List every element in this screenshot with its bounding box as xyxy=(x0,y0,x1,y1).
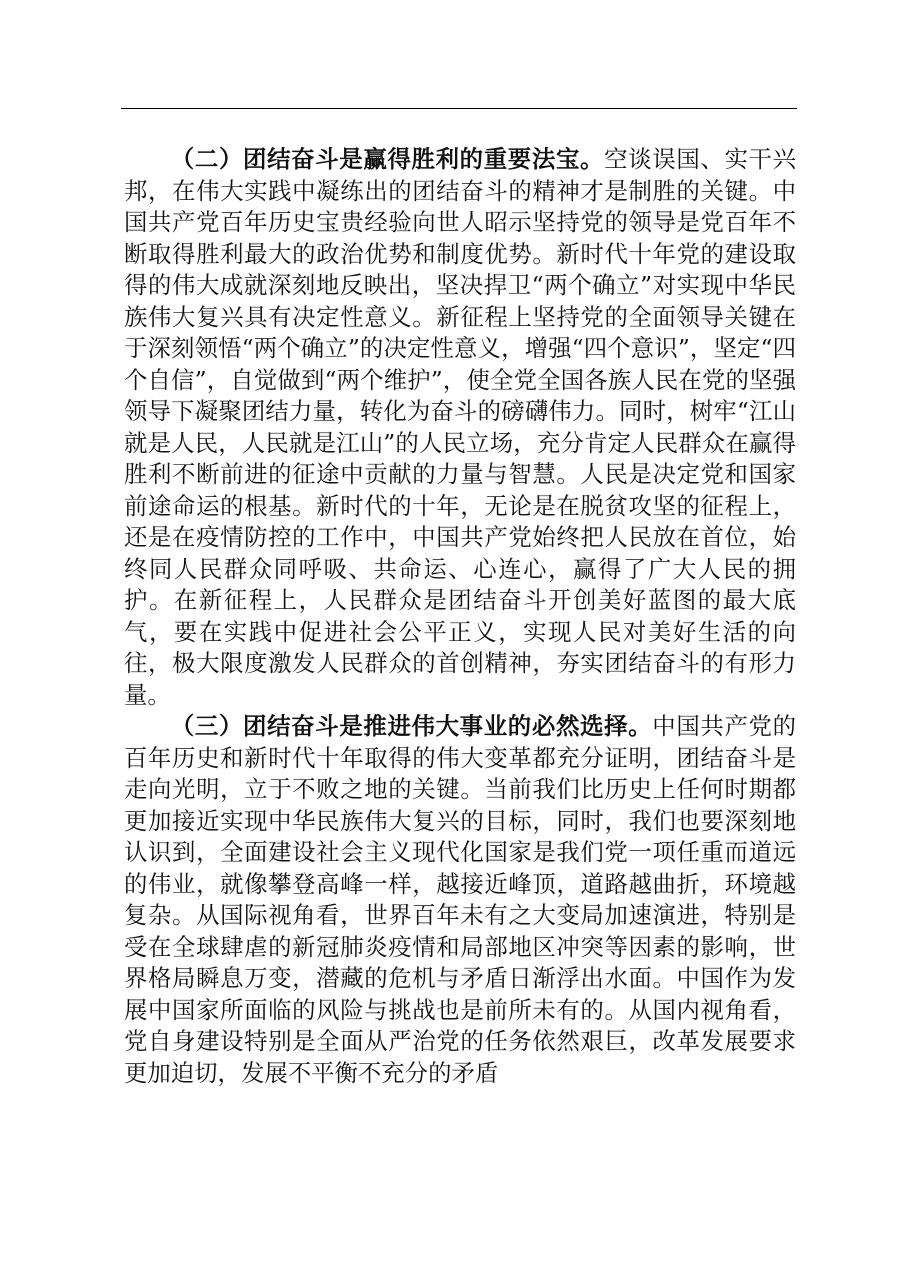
paragraph-2 xyxy=(124,144,796,711)
paragraph-text: 空谈误国、实干兴邦，在伟大实践中凝练出的团结奋斗的精神才是制胜的关键。中国共产党百年历史宝贵经验向世人昭示坚持党的领导是党百年不断取得胜利最大的政治优势和制度优势。新时代十年党的建设取得的伟大成就深刻地反映出，坚决捍卫“两个确立”对实现中华民族伟大复兴具有决定性意义。新征程上坚持党的全面领导关键在于深刻领悟“两个确立”的决定性意义，增强“四个意识”，坚定“四个自信”，自觉做到“两个维护”，使全党全国各族人民在党的坚强领导下凝聚团结力量，转化为奋斗的磅礴伟力。同时，树牢“江山就是人民，人民就是江山”的人民立场，充分肯定人民群众在赢得胜利不断前进的征途中贡献的力量与智慧。人民是决定党和国家前途命运的根基。新时代的十年，无论是在脱贫攻坚的征程上，还是在疫情防控的工作中，中国共产党始终把人民放在首位，始终同人民群众同呼吸、共命运、心连心，赢得了广大人民的拥护。在新征程上，人民群众是团结奋斗开创美好蓝图的最大底气，要在实践中促进社会公平正义，实现人民对美好生活的向往，极大限度激发人民群众的首创精神，夯实团结奋斗的有形力量。 xyxy=(124,145,797,709)
paragraph-text: 中国共产党的百年历史和新时代十年取得的伟大变革都充分证明，团结奋斗是走向光明，立于不败之地的关键。当前我们比历史上任何时期都更加接近实现中华民族伟大复兴的目标，同时，我们也要深刻地认识到，全面建设社会主义现代化国家是我们党一项任重而道远的伟业，就像攀登高峰一样，越接近峰顶，道路越曲折，环境越复杂。从国际视角看，世界百年未有之大变局加速演进，特别是受在全球肆虐的新冠肺炎疫情和局部地区冲突等因素的影响，世界格局瞬息万变，潜藏的危机与矛盾日渐浮出水面。中国作为发展中国家所面临的风险与挑战也是前所未有的。从国内视角看，党自身建设特别是全面从严治党的任务依然艰巨，改革发展要求更加迫切，发展不平衡不充分的矛盾 xyxy=(124,712,797,1087)
document-body xyxy=(124,144,796,1089)
paragraph-3 xyxy=(124,711,796,1089)
header-rule xyxy=(121,108,797,109)
paragraph-heading: （二）团结奋斗是赢得胜利的重要法宝。 xyxy=(170,145,605,173)
paragraph-heading: （三）团结奋斗是推进伟大事业的必然选择。 xyxy=(170,712,653,740)
